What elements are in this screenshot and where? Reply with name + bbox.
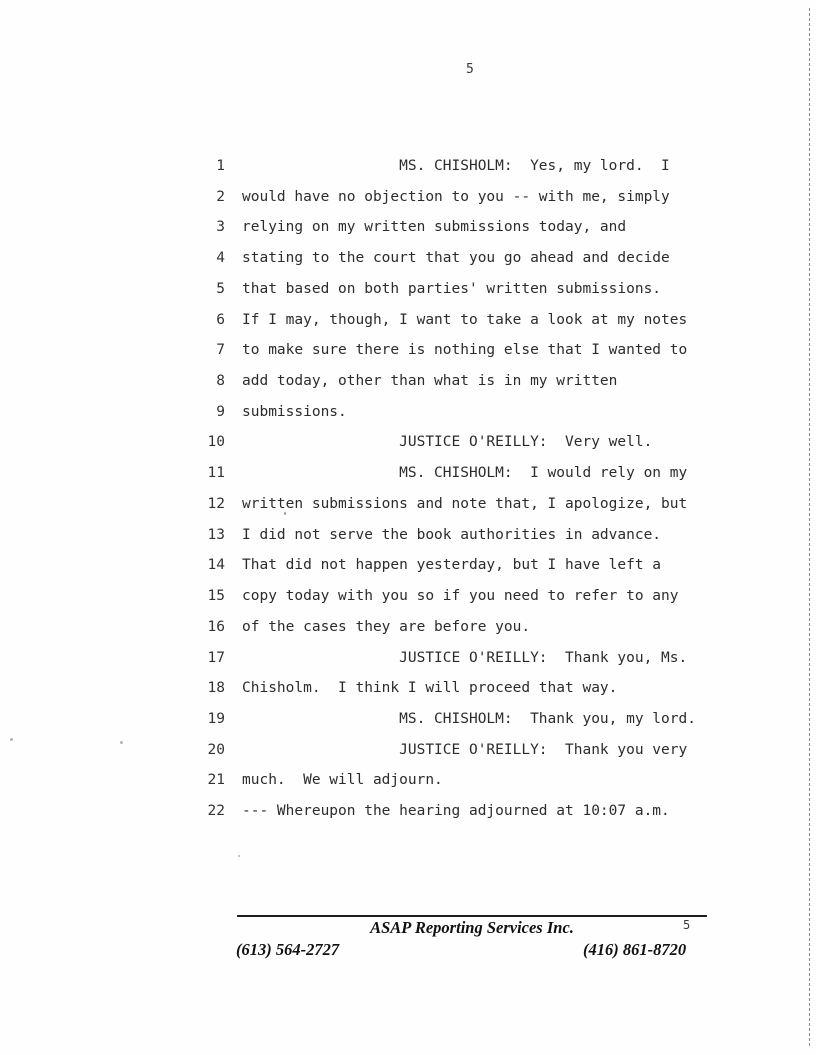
line-number: 5	[216, 280, 225, 297]
transcript-body	[190, 151, 696, 827]
line-number: 7	[216, 342, 225, 359]
line-text: JUSTICE O'REILLY: Thank you very	[242, 741, 688, 758]
line-number: 4	[216, 250, 225, 267]
line-number: 11	[207, 465, 225, 482]
line-text: MS. CHISHOLM: Thank you, my lord.	[242, 710, 696, 727]
transcript-line	[190, 427, 696, 458]
footer-phone-toronto: (416) 861-8720	[583, 940, 687, 959]
line-number: 17	[207, 649, 225, 666]
transcript-line	[190, 581, 696, 612]
transcript-line	[190, 765, 696, 796]
footer-phone-ottawa: (613) 564-2727	[236, 940, 340, 959]
transcript-line	[190, 397, 696, 428]
transcript-line	[190, 735, 696, 766]
line-text: JUSTICE O'REILLY: Thank you, Ms.	[242, 649, 688, 666]
line-text: JUSTICE O'REILLY: Very well.	[242, 434, 653, 451]
line-text: submissions.	[242, 403, 347, 420]
line-text: stating to the court that you go ahead and decide	[242, 250, 670, 267]
footer-divider	[237, 915, 707, 917]
scan-speck	[284, 512, 286, 515]
scan-speck	[120, 741, 123, 744]
line-number: 15	[207, 588, 225, 605]
transcript-line	[190, 673, 696, 704]
page-number-top: 5	[466, 62, 474, 77]
transcript-line	[190, 704, 696, 735]
line-text: That did not happen yesterday, but I have left a	[242, 557, 662, 574]
line-number: 3	[216, 219, 225, 236]
line-text: I did not serve the book authorities in advance.	[242, 526, 662, 543]
transcript-line	[190, 489, 696, 520]
line-number: 1	[216, 158, 225, 174]
transcript-line	[190, 274, 696, 305]
transcript-line	[190, 458, 696, 489]
line-text: Chisholm. I think I will proceed that way.	[242, 680, 618, 697]
line-number: 10	[207, 434, 225, 451]
line-number: 22	[207, 803, 225, 820]
line-text: add today, other than what is in my written	[242, 373, 618, 390]
line-text: copy today with you so if you need to refer to any	[242, 588, 679, 605]
line-text: MS. CHISHOLM: I would rely on my	[242, 465, 688, 482]
line-text: If I may, though, I want to take a look at my notes	[242, 311, 688, 328]
transcript-line	[190, 550, 696, 581]
transcript-line	[190, 520, 696, 551]
line-text: would have no objection to you -- with me, simply	[242, 188, 670, 205]
line-text: --- Whereupon the hearing adjourned at 10:07 a.m.	[242, 803, 670, 820]
scan-speck	[238, 855, 240, 857]
transcript-line	[190, 612, 696, 643]
line-number: 6	[216, 311, 225, 328]
transcript-line	[190, 335, 696, 366]
transcript-line	[190, 182, 696, 213]
line-text: that based on both parties' written submissions.	[242, 280, 662, 297]
transcript-line	[190, 643, 696, 674]
scan-artifact-vertical-line	[809, 8, 810, 1046]
line-text: written submissions and note that, I apologize, but	[242, 495, 688, 512]
line-number: 8	[216, 373, 225, 390]
transcript-line	[190, 305, 696, 336]
line-number: 20	[207, 741, 225, 758]
line-number: 2	[216, 188, 225, 205]
transcript-line	[190, 366, 696, 397]
line-number: 9	[216, 403, 225, 420]
line-text: to make sure there is nothing else that I wanted to	[242, 342, 688, 359]
line-text: of the cases they are before you.	[242, 618, 531, 635]
line-text: relying on my written submissions today, and	[242, 219, 627, 236]
line-text: much. We will adjourn.	[242, 772, 443, 789]
line-number: 18	[207, 680, 225, 697]
transcript-line	[190, 151, 696, 182]
footer-page-number: 5	[683, 918, 691, 932]
transcript-line	[190, 796, 696, 827]
line-number: 16	[207, 618, 225, 635]
line-text: MS. CHISHOLM: Yes, my lord. I	[242, 158, 670, 174]
transcript-line	[190, 243, 696, 274]
footer-company-name: ASAP Reporting Services Inc.	[370, 918, 574, 937]
transcript-line	[190, 212, 696, 243]
line-number: 12	[207, 495, 225, 512]
line-number: 14	[207, 557, 225, 574]
line-number: 19	[207, 710, 225, 727]
scan-speck	[10, 738, 13, 741]
line-number: 13	[207, 526, 225, 543]
line-number: 21	[207, 772, 225, 789]
